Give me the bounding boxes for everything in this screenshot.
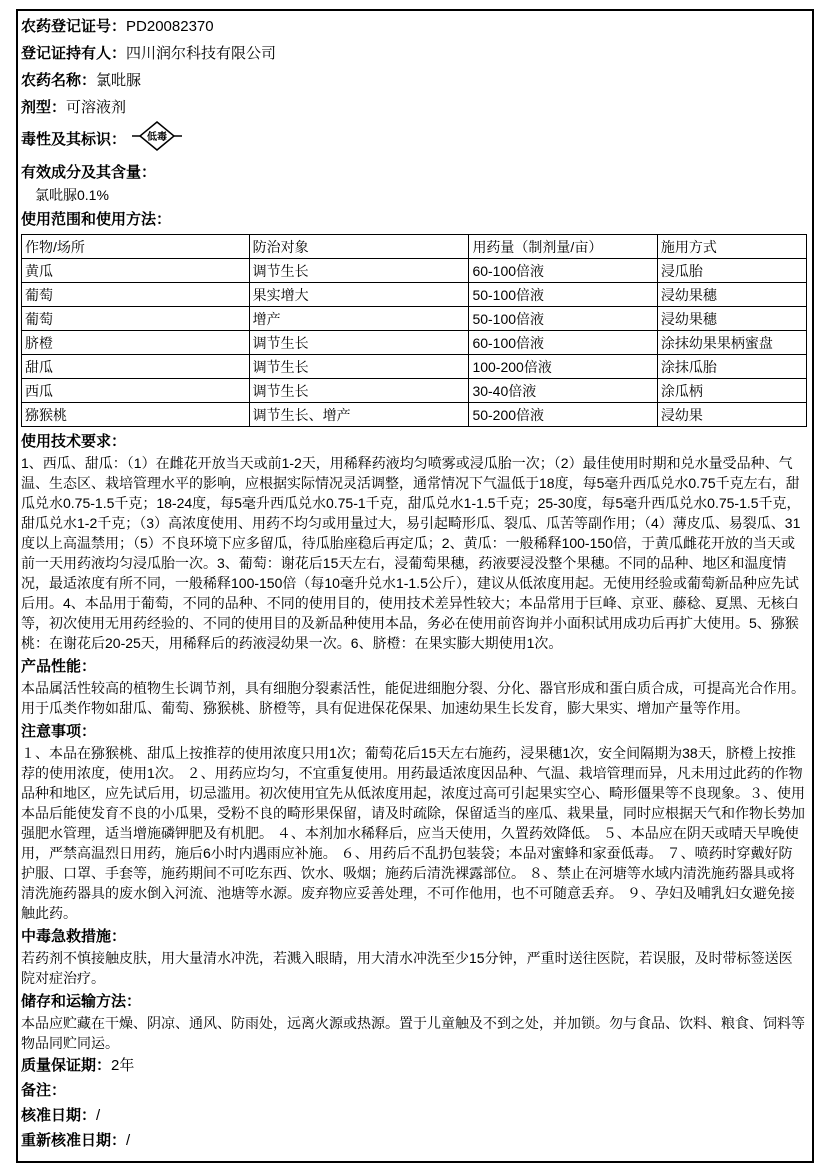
table-cell-crop: 甜瓜: [22, 355, 250, 379]
reapproval-date-label: 重新核准日期：: [21, 1132, 127, 1149]
table-row: [22, 403, 807, 427]
pesticide-name-field: [21, 67, 806, 94]
table-cell-method: 涂抹幼果果柄蜜盘: [657, 331, 806, 355]
pesticide-name-value: 氯吡脲: [96, 72, 142, 89]
usage-table: [21, 234, 807, 427]
table-cell-method: 浸幼果穗: [657, 307, 806, 331]
formulation-label: 剂型：: [21, 99, 67, 116]
table-row: [22, 355, 807, 379]
table-cell-crop: 猕猴桃: [22, 403, 250, 427]
table-cell-target: 调节生长: [249, 259, 469, 283]
reg-number-value: PD20082370: [126, 18, 214, 35]
table-cell-dosage: 50-100倍液: [469, 307, 657, 331]
holder-label: 登记证持有人：: [21, 45, 127, 62]
reg-number-label: 农药登记证号：: [21, 18, 127, 35]
section-heading: 储存和运输方法：: [21, 993, 142, 1010]
section-heading: 产品性能：: [21, 658, 97, 675]
column-header-crop: 作物/场所: [22, 235, 250, 259]
quality-guarantee-field: [21, 1053, 806, 1078]
approval-date-field: [21, 1103, 806, 1128]
section-heading: 注意事项：: [21, 723, 97, 740]
table-cell-method: 浸瓜胎: [657, 259, 806, 283]
section-heading: 中毒急救措施：: [21, 928, 127, 945]
table-cell-crop: 西瓜: [22, 379, 250, 403]
table-cell-dosage: 60-100倍液: [469, 259, 657, 283]
ingredients-heading: 有效成分及其含量：: [21, 164, 157, 181]
quality-guarantee-value: 2年: [111, 1057, 135, 1074]
section-first-aid: [21, 925, 806, 988]
table-cell-dosage: 60-100倍液: [469, 331, 657, 355]
table-row: [22, 307, 807, 331]
approval-date-value: /: [96, 1107, 101, 1124]
column-header-target: 防治对象: [249, 235, 469, 259]
table-cell-method: 涂抹瓜胎: [657, 355, 806, 379]
holder-value: 四川润尔科技有限公司: [126, 45, 277, 62]
table-row: [22, 331, 807, 355]
table-cell-crop: 葡萄: [22, 307, 250, 331]
section-body: １、本品在猕猴桃、甜瓜上按推荐的使用浓度只用1次；葡萄花后15天左右施药，浸果穗1次，安全间隔期为38天，脐橙上按推荐的使用浓度，使用1次。 ２、用药应均匀，不宜重复使用。用药最适浓度因品种、气温、栽培管理而异，凡未用过此药的作物品种和地区，应先试后用，切忌滥用。初次使用宜先从低浓度用起，浓度过高可引起果实空心、畸形僵果等不良现象。３、使用本品后能使发育不良的小瓜果，受粉不良的畸形果保留，请及时疏除，保留适当的座瓜、栽果量，同时应根据天气和作物长势加强肥水管理，适当增施磷钾肥及有机肥。 ４、本剂加水稀释后，应当天使用，久置药效降低。 ５、本品应在阴天或晴天早晚使用，严禁高温烈日用药，施后6小时内遇雨应补施。 ６、用药后不乱扔包装袋；本品对蜜蜂和家蚕低毒。 ７、喷药时穿戴好防护服、口罩、手套等，施药期间不可吃东西、饮水、吸烟；施药后清洗裸露部位。 ８、禁止在河塘等水域内清洗施药器具或将清洗施药器具的废水倒入河流、池塘等水源。废弃物应妥善处理，不可作他用，也不可随意丢弃。 ９、孕妇及哺乳妇女避免接触此药。: [21, 745, 805, 921]
section-storage-transport: [21, 990, 806, 1053]
pesticide-registration-document: [16, 9, 814, 1163]
table-cell-crop: 葡萄: [22, 283, 250, 307]
usage-heading: 使用范围和使用方法：: [21, 211, 172, 228]
table-cell-target: 增产: [249, 307, 469, 331]
table-cell-target: 调节生长: [249, 379, 469, 403]
table-cell-method: 浸幼果: [657, 403, 806, 427]
reg-number-field: [21, 13, 806, 40]
formulation-field: [21, 94, 806, 121]
table-row: [22, 259, 807, 283]
table-cell-dosage: 50-200倍液: [469, 403, 657, 427]
quality-guarantee-label: 质量保证期：: [21, 1057, 112, 1074]
section-tech-requirements: [21, 430, 806, 653]
section-precautions: [21, 720, 806, 923]
table-cell-dosage: 30-40倍液: [469, 379, 657, 403]
column-header-method: 施用方式: [657, 235, 806, 259]
approval-date-label: 核准日期：: [21, 1107, 97, 1124]
toxicity-label: 毒性及其标识：: [21, 131, 127, 148]
table-cell-method: 浸幼果穗: [657, 283, 806, 307]
remarks-label: 备注：: [21, 1082, 67, 1099]
table-row: [22, 379, 807, 403]
table-cell-crop: 脐橙: [22, 331, 250, 355]
pesticide-name-label: 农药名称：: [21, 72, 97, 89]
section-body: 本品应贮藏在干燥、阴凉、通风、防雨处，远离火源或热源。置于儿童触及不到之处，并加锁。勿与食品、饮料、粮食、饲料等物品同贮同运。: [21, 1015, 805, 1051]
section-body: 本品属活性较高的植物生长调节剂，具有细胞分裂素活性，能促进细胞分裂、分化、器官形成和蛋白质合成，可提高光合作用。用于瓜类作物如甜瓜、葡萄、猕猴桃、脐橙等，具有促进保花保果、加速幼果生长发育，膨大果实、增加产量等作用。: [21, 680, 805, 716]
section-heading: 使用技术要求：: [21, 433, 127, 450]
table-cell-dosage: 100-200倍液: [469, 355, 657, 379]
table-cell-crop: 黄瓜: [22, 259, 250, 283]
table-cell-dosage: 50-100倍液: [469, 283, 657, 307]
table-cell-method: 涂瓜柄: [657, 379, 806, 403]
section-body: 若药剂不慎接触皮肤，用大量清水冲洗，若溅入眼睛，用大清水冲洗至少15分钟，严重时送往医院，若误服，及时带标签送医院对症治疗。: [21, 950, 793, 986]
holder-field: [21, 40, 806, 67]
table-cell-target: 调节生长: [249, 331, 469, 355]
section-product-performance: [21, 655, 806, 718]
table-cell-target: 调节生长、增产: [249, 403, 469, 427]
remarks-field: [21, 1078, 806, 1103]
low-toxicity-icon: [132, 119, 182, 162]
toxicity-field: [21, 121, 806, 159]
table-cell-target: 调节生长: [249, 355, 469, 379]
reapproval-date-value: /: [126, 1132, 131, 1149]
table-cell-target: 果实增大: [249, 283, 469, 307]
reapproval-date-field: [21, 1128, 806, 1153]
formulation-value: 可溶液剂: [66, 99, 127, 116]
low-toxicity-icon-text: 低毒: [147, 131, 168, 143]
column-header-dosage: 用药量（制剂量/亩）: [469, 235, 657, 259]
usage-table-header-row: [22, 235, 807, 259]
section-body: 1、西瓜、甜瓜：（1）在雌花开放当天或前1-2天，用稀释药液均匀喷雾或浸瓜胎一次；（2）最佳使用时期和兑水量受品种、气温、生态区、栽培管理水平的影响，应根据实际情况灵活调整，通常情况下气温低于18度，每5毫升西瓜兑水0.75千克左右，甜瓜兑水0.75-1.5千克；18-24度，每5毫升西瓜兑水0.75-1千克，甜瓜兑水1-1.5千克；25-30度，每5毫升西瓜兑水0.75-1.5千克，甜瓜兑水1-2千克；（3）高浓度使用、用药不均匀或用量过大，易引起畸形瓜、裂瓜、瓜苦等副作用；（4）薄皮瓜、易裂瓜、31度以上高温禁用；（5）不良环境下应多留瓜，待瓜胎座稳后再定瓜；2、黄瓜：一般稀释100-150倍，于黄瓜雌花开放的当天或前一天用药液均匀浸瓜胎一次。3、葡萄：谢花后15天左右，浸葡萄果穗，药液要浸没整个果穗。不同的品种、地区和温度情况，最适浓度有所不同，一般稀释100-150倍（每10毫升兑水1-1.5公斤），建议从低浓度用起。无使用经验或葡萄新品种应先试后用。4、本品用于葡萄，不同的品种、不同的使用目的，使用技术差异性较大；本品常用于巨峰、京亚、藤稔、夏黑、无核白等，初次使用无用药经验的、不同的使用目的及新品种使用本品，务必在使用前咨询并小面积试用成功后再扩大使用。5、猕猴桃：在谢花后20-25天，用稀释后的药液浸幼果一次。6、脐橙：在果实膨大期使用1次。: [21, 455, 801, 651]
ingredients-value: 氯吡脲0.1%: [35, 187, 109, 203]
table-row: [22, 283, 807, 307]
